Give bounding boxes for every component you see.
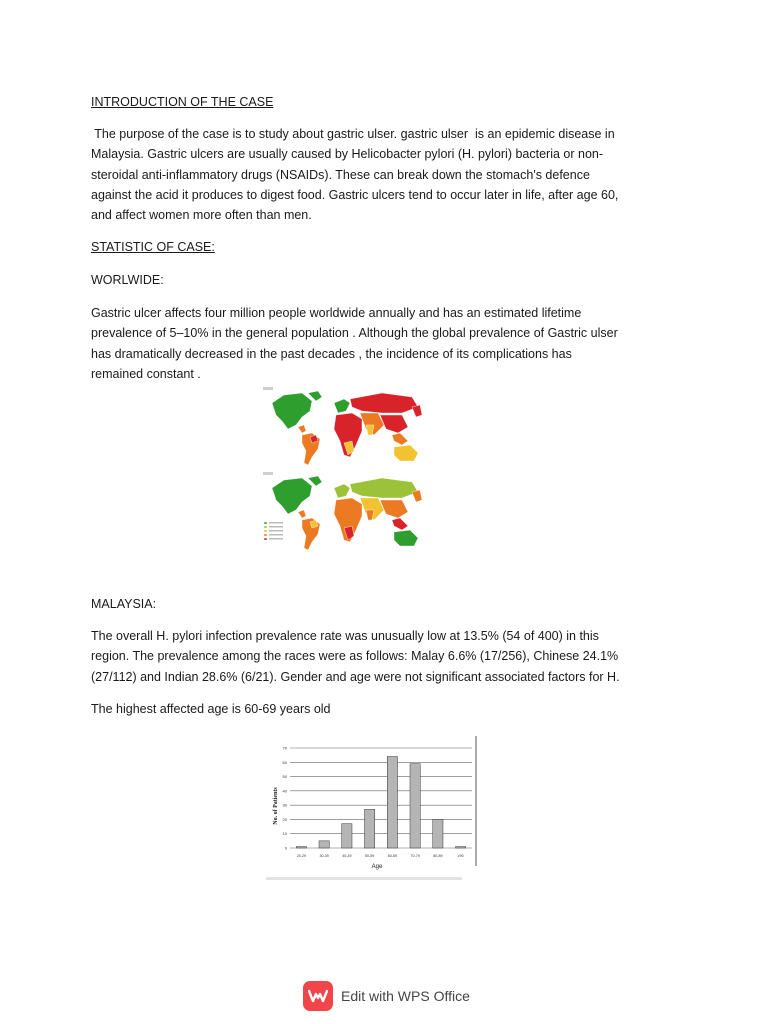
- worldwide-heading: WORLWIDE:: [91, 273, 164, 287]
- map-region: [334, 484, 350, 498]
- intro-line: The purpose of the case is to study about gastric ulser. gastric ulser is an epidemic disease in: [91, 127, 615, 141]
- world-map-bottom: [263, 472, 422, 550]
- chart-y-tick-label: 50: [282, 774, 287, 780]
- chart-bar: [296, 847, 306, 848]
- chart-y-tick-label: 30: [282, 802, 287, 808]
- malaysia-heading: MALAYSIA:: [91, 597, 157, 611]
- wps-brand-text: Edit with WPS Office: [341, 988, 470, 1004]
- chart-x-tick-label: ≥90: [457, 854, 464, 858]
- chart-x-tick-label: 70-79: [410, 854, 420, 858]
- malaysia-line: (27/112) and Indian 28.6% (6/21). Gender and age were not significant associated factors for H.: [91, 669, 620, 684]
- map-year-label-mark: [263, 387, 273, 390]
- age-bar-chart: [262, 736, 478, 882]
- chart-background: [262, 736, 478, 882]
- chart-x-tick-label: 30-39: [319, 854, 329, 858]
- map-region: [392, 518, 408, 530]
- intro-line: and affect women more often than men.: [91, 208, 312, 223]
- worldwide-line: Gastric ulcer affects four million people worldwide annually and has an estimated lifetime: [91, 306, 582, 320]
- chart-y-tick-label: 10: [282, 831, 287, 837]
- chart-y-tick-label: 60: [282, 759, 287, 765]
- intro-paragraph: [91, 124, 691, 225]
- map-region: [394, 445, 418, 461]
- map-region: [394, 530, 418, 546]
- map-year-label-mark: [263, 472, 273, 475]
- chart-bar: [410, 764, 420, 848]
- map-region: [412, 405, 422, 417]
- worldwide-line: remained constant .: [91, 366, 201, 381]
- chart-x-tick-label: 60-69: [387, 854, 397, 858]
- worldwide-line: has dramatically decreased in the past decades , the incidence of its complications has: [91, 346, 572, 361]
- worldwide-line: prevalence of 5–10% in the general population . Although the global prevalence of Gastric ulser: [91, 326, 618, 341]
- world-prevalence-maps: [262, 385, 430, 550]
- chart-x-tick-label: 40-49: [342, 854, 352, 858]
- map-region: [298, 425, 306, 433]
- map-region: [272, 393, 312, 429]
- intro-heading: INTRODUCTION OF THE CASE: [91, 95, 274, 109]
- chart-x-tick-label: 80-89: [433, 854, 443, 858]
- map-region: [272, 478, 312, 514]
- map-region: [380, 415, 408, 433]
- chart-bar: [433, 819, 443, 848]
- map-region: [298, 510, 306, 518]
- highest-age-line: The highest affected age is 60-69 years old: [91, 702, 331, 716]
- wps-office-brand[interactable]: [303, 980, 470, 1012]
- map-region: [264, 530, 267, 532]
- map-region: [264, 526, 267, 528]
- chart-bar: [456, 847, 466, 848]
- intro-line: Malaysia. Gastric ulcers are usually caused by Helicobacter pylori (H. pylori) bacteria or non-: [91, 147, 604, 162]
- map-region: [350, 478, 418, 498]
- malaysia-line: The overall H. pylori infection prevalence rate was unusually low at 13.5% (54 of 400) in this: [91, 629, 599, 643]
- chart-bar: [365, 809, 375, 848]
- map-region: [264, 534, 267, 536]
- map-region: [334, 399, 350, 413]
- chart-y-tick-label: 40: [282, 788, 287, 794]
- map-legend: [264, 522, 283, 540]
- intro-line: against the acid it produces to digest food. Gastric ulcers tend to occur later in life, after age 60,: [91, 187, 619, 202]
- map-region: [264, 522, 267, 524]
- chart-bar: [342, 824, 352, 848]
- chart-x-tick-label: 20-29: [296, 854, 306, 858]
- map-region: [350, 393, 418, 413]
- chart-y-tick-label: 0: [284, 845, 287, 851]
- malaysia-paragraph: [91, 626, 691, 687]
- chart-caption-mark: [266, 877, 462, 880]
- chart-x-tick-label: 50-59: [365, 854, 375, 858]
- chart-bar: [319, 841, 329, 848]
- chart-y-axis-label: No. of Patients: [273, 787, 279, 825]
- worldwide-paragraph: [91, 303, 691, 384]
- map-region: [380, 500, 408, 518]
- malaysia-line: region. The prevalence among the races were as follows: Malay 6.6% (17/256), Chinese 24.1%: [91, 649, 619, 664]
- statistic-heading: STATISTIC OF CASE:: [91, 240, 215, 254]
- map-region: [392, 433, 408, 445]
- map-region: [264, 538, 267, 540]
- chart-y-tick-label: 20: [282, 816, 287, 822]
- wps-logo-icon: [303, 981, 333, 1011]
- chart-y-tick-label: 70: [282, 745, 287, 751]
- intro-line: steroidal anti-inflammatory drugs (NSAIDs). These can break down the stomach's defence: [91, 167, 590, 182]
- map-region: [412, 490, 422, 502]
- chart-bar: [387, 757, 397, 848]
- world-map-top: [263, 387, 422, 465]
- chart-x-axis-label: Age: [371, 864, 383, 870]
